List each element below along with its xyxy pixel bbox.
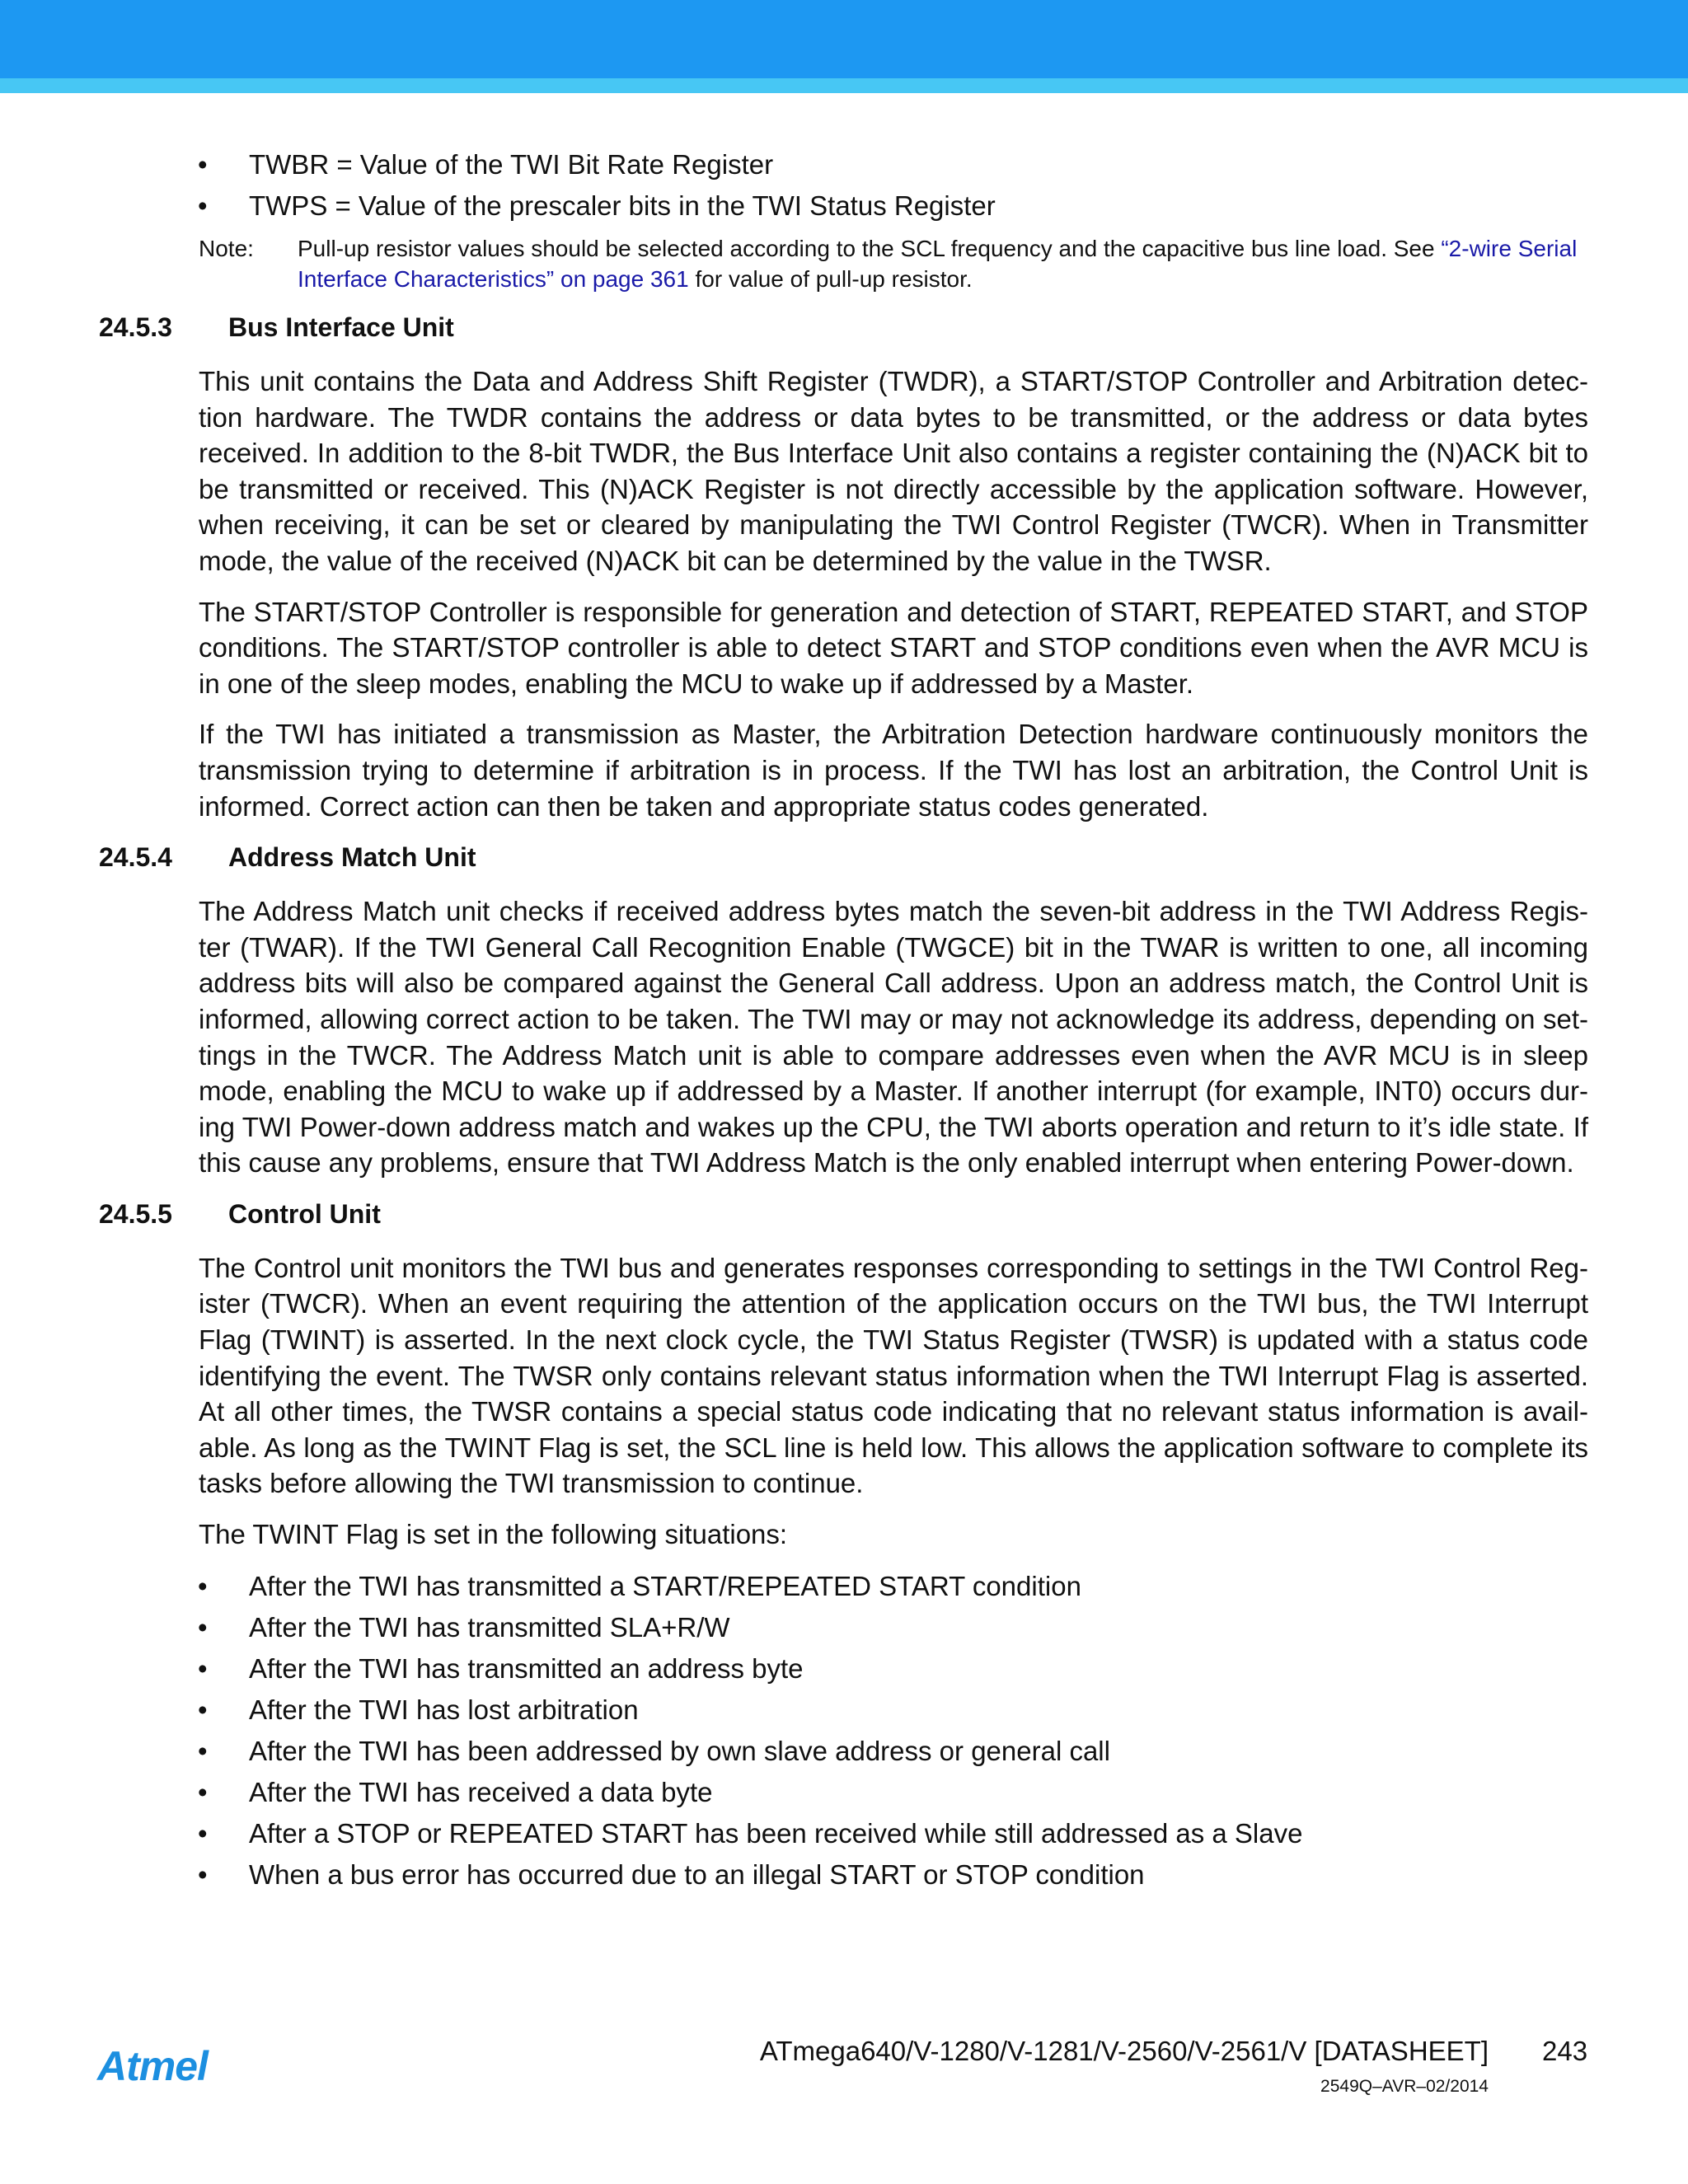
section-heading xyxy=(0,302,1688,352)
register-bullet-list xyxy=(0,144,1688,227)
bullet-glyph: • xyxy=(198,190,208,221)
section-title: Bus Interface Unit xyxy=(228,312,454,342)
list-item xyxy=(0,1607,1688,1648)
bullet-glyph: • xyxy=(198,1611,208,1643)
list-item xyxy=(0,144,1688,185)
twint-bullet-list xyxy=(0,1566,1688,1896)
bullet-glyph: • xyxy=(198,1735,208,1766)
list-item-text: After the TWI has transmitted SLA+R/W xyxy=(249,1611,730,1643)
page-number: 243 xyxy=(1542,2036,1588,2066)
paragraph: If the TWI has initiated a transmission as Master, the Arbitration Detection hardware continuously monitors the transmission trying to determine if arbitration is in process. If the TWI has lost an arbitration, the Control Unit is informed. Correct action can then be taken and appropriate status codes generated. xyxy=(199,719,1588,822)
list-item-text: TWPS = Value of the prescaler bits in the TWI Status Register xyxy=(249,190,996,221)
page-content xyxy=(0,144,1688,1896)
list-item-text: After the TWI has transmitted an address byte xyxy=(249,1652,804,1684)
bullet-glyph: • xyxy=(198,149,208,180)
list-item-text: TWBR = Value of the TWI Bit Rate Register xyxy=(249,149,774,180)
note-text: Pull-up resistor values should be selected according to the SCL frequency and the capacitive bus line load. See xyxy=(298,236,1442,261)
list-item-text: When a bus error has occurred due to an illegal START or STOP condition xyxy=(249,1858,1145,1890)
section-number: 24.5.3 xyxy=(99,312,172,342)
bullet-glyph: • xyxy=(198,1776,208,1807)
document-code: 2549Q–AVR–02/2014 xyxy=(1320,2077,1489,2096)
header-stripe xyxy=(0,78,1688,93)
bullet-glyph: • xyxy=(198,1817,208,1849)
list-item xyxy=(0,1648,1688,1690)
list-item xyxy=(0,1690,1688,1731)
list-item-text: After the TWI has lost arbitration xyxy=(249,1694,639,1725)
list-item-text: After the TWI has transmitted a START/REPEATED START condition xyxy=(249,1570,1081,1601)
bullet-glyph: • xyxy=(198,1570,208,1601)
list-item xyxy=(0,1813,1688,1854)
characteristics-link[interactable]: “2-wire Serial Interface Characteristics” on page 361 xyxy=(298,236,1578,292)
section-heading xyxy=(0,1189,1688,1239)
section-number: 24.5.5 xyxy=(99,1198,172,1229)
bullet-glyph: • xyxy=(198,1694,208,1725)
note-body xyxy=(298,233,1588,294)
list-item xyxy=(0,1854,1688,1896)
atmel-logo: Atmel xyxy=(97,2043,208,2089)
bullet-glyph: • xyxy=(198,1652,208,1684)
header-bar xyxy=(0,0,1688,78)
paragraph: The Address Match unit checks if received address bytes match the seven-bit address in the TWI Address Regis-ter (TWAR). If the TWI General Call Recognition Enable (TWGCE) bit in the TWAR is written to one, all incoming address bits will also be compared against the General Call address. Upon an address match, the Control Unit is informed, allowing correct action to be taken. The TWI may or may not acknowledge its address, depending on set-tings in the TWCR. The Address Match unit is able to compare addresses even when the AVR MCU is in sleep mode, enabling the MCU to wake up if addressed by a Master. If another interrupt (for example, INT0) occurs dur-ing TWI Power-down address match and wakes up the CPU, the TWI aborts operation and return to it’s idle state. If this cause any problems, ensure that TWI Address Match is the only enabled interrupt when entering Power-down. xyxy=(199,896,1588,1179)
list-item-text: After a STOP or REPEATED START has been received while still addressed as a Slave xyxy=(249,1817,1303,1849)
note-text-end: for value of pull-up resistor. xyxy=(688,266,973,292)
list-item xyxy=(0,1566,1688,1607)
section-number: 24.5.4 xyxy=(99,842,172,873)
list-item xyxy=(0,185,1688,227)
list-item xyxy=(0,1731,1688,1772)
list-item xyxy=(0,1772,1688,1813)
paragraph: The START/STOP Controller is responsible for generation and detection of START, REPEATED START, and STOP conditions. The START/STOP controller is able to detect START and STOP conditions even when the AVR MCU is in one of the sleep modes, enabling the MCU to wake up if addressed by a Master. xyxy=(199,596,1588,699)
note-block xyxy=(0,233,1688,294)
paragraph: The TWINT Flag is set in the following situations: xyxy=(199,1519,788,1550)
section-heading xyxy=(0,832,1688,882)
paragraph: The Control unit monitors the TWI bus and generates responses corresponding to settings in the TWI Control Reg-ister (TWCR). When an event requiring the attention of the application occurs on the TWI bus, the TWI Interrupt Flag (TWINT) is asserted. In the next clock cycle, the TWI Status Register (TWSR) is updated with a status code identifying the event. The TWSR only contains relevant status information when the TWI Interrupt Flag is asserted. At all other times, the TWSR contains a special status code indicating that no relevant status information is avail-able. As long as the TWINT Flag is set, the SCL line is held low. This allows the application software to complete its tasks before allowing the TWI transmission to continue. xyxy=(199,1252,1588,1499)
document-title: ATmega640/V-1280/V-1281/V-2560/V-2561/V [DATASHEET] xyxy=(759,2036,1489,2066)
section-title: Address Match Unit xyxy=(228,842,476,873)
list-item-text: After the TWI has received a data byte xyxy=(249,1776,713,1807)
paragraph: This unit contains the Data and Address Shift Register (TWDR), a START/STOP Controller and Arbitration detec-tion hardware. The TWDR contains the address or data bytes to be transmitted, or the address or data bytes received. In addition to the 8-bit TWDR, the Bus Interface Unit also contains a register containing the (N)ACK bit to be transmitted or received. This (N)ACK Register is not directly accessible by the application software. However, when receiving, it can be set or cleared by manipulating the TWI Control Register (TWCR). When in Transmitter mode, the value of the received (N)ACK bit can be determined by the value in the TWSR. xyxy=(199,366,1588,576)
note-label: Note: xyxy=(199,236,254,261)
list-item-text: After the TWI has been addressed by own slave address or general call xyxy=(249,1735,1110,1766)
bullet-glyph: • xyxy=(198,1858,208,1890)
section-title: Control Unit xyxy=(228,1198,381,1229)
